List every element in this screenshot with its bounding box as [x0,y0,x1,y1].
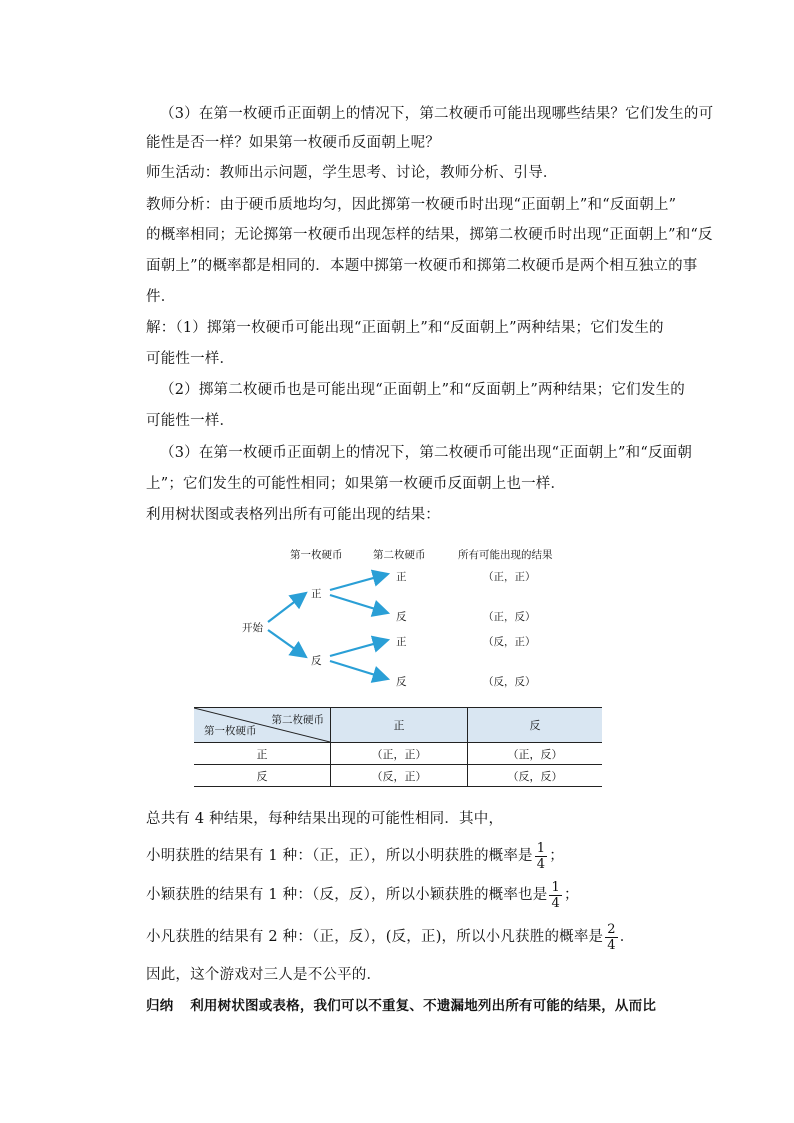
paragraph-solution-2-cont: 可能性一样． [146,413,235,429]
induction-label: 归纳 [146,998,174,1014]
fraction-numerator: 1 [536,840,546,856]
paragraph-activity: 师生活动：教师出示问题，学生思考、讨论，教师分析、引导． [146,165,558,181]
table-cell: （正，反） [468,743,603,765]
table-corner-bottom: 第一枚硬币 [204,725,257,737]
tree-arrows [230,540,570,700]
tree-result-1: （正，正） [483,571,536,583]
paragraph-solution-1: 解：（1）掷第一枚硬币可能出现“正面朝上”和“反面朝上”两种结果；它们发生的 [146,320,664,336]
summary-xiaoming [146,838,564,874]
summary-xiaoying [146,877,579,913]
fraction-xiaoying [549,880,561,911]
fraction-numerator: 2 [607,921,616,937]
tree-header-first: 第一枚硬币 [290,549,343,561]
tree-result-4: （反，反） [483,676,536,688]
fraction-xiaoming [535,841,547,872]
tree-node-second-4: 反 [396,676,407,688]
fraction-numerator: 1 [551,879,560,895]
table-cell: （反，正） [331,765,468,787]
paragraph-question-3-cont: 能性是否一样？如果第一枚硬币反面朝上呢？ [146,135,440,151]
fraction-denominator: 4 [551,895,560,911]
summary-xiaoming-end: ； [549,848,564,864]
arrow-start-tails [268,630,306,657]
tree-node-first-tails: 反 [311,655,322,667]
table-corner-top: 第二枚硬币 [271,714,324,726]
paragraph-analysis-line4: 件． [146,289,176,305]
tree-header-second: 第二枚硬币 [373,549,426,561]
paragraph-analysis: 教师分析：由于硬币质地均匀，因此掷第一枚硬币时出现“正面朝上”和“反面朝上” [146,197,677,213]
paragraph-analysis-line2: 的概率相同；无论掷第一枚硬币出现怎样的结果，掷第二枚硬币时出现“正面朝上”和“反 [146,227,713,243]
table-corner-cell [194,708,331,743]
paragraph-question-3: （3）在第一枚硬币正面朝上的情况下，第二枚硬币可能出现哪些结果？它们发生的可 [160,106,714,122]
arrow-heads-tails [330,595,388,613]
tree-result-3: （反，正） [483,636,536,648]
summary-xiaoying-end: ； [563,887,579,903]
tree-header-results: 所有可能出现的结果 [458,549,553,561]
summary-xiaoying-text: 小颖获胜的结果有 1 种：（反，反），所以小颖获胜的概率也是 [146,887,548,903]
table-header-row [194,708,602,743]
tree-node-second-1: 正 [396,571,407,583]
table-cell: （反，反） [468,765,603,787]
table-row [194,743,602,765]
arrow-tails-heads [330,640,388,656]
tree-node-second-2: 反 [396,611,407,623]
arrow-start-heads [268,593,306,622]
outcome-table [194,707,602,787]
table-row [194,765,602,787]
tree-node-first-heads: 正 [311,588,322,600]
paragraph-tree-intro: 利用树状图或表格列出所有可能出现的结果： [146,507,440,523]
fraction-xiaofan [605,922,617,953]
table-cell: （正，正） [331,743,468,765]
summary-xiaofan-end: ． [619,929,635,945]
table-col-tails: 反 [468,708,603,743]
fraction-denominator: 4 [536,856,546,872]
table-col-heads: 正 [331,708,468,743]
summary-xiaofan [146,919,634,955]
table-row-label: 反 [194,765,331,787]
summary-xiaofan-text: 小凡获胜的结果有 2 种：（正，反），(反，正)，所以小凡获胜的概率是 [146,929,604,945]
paragraph-solution-3-cont: 上”；它们发生的可能性相同；如果第一枚硬币反面朝上也一样． [146,476,566,492]
paragraph-solution-3: （3）在第一枚硬币正面朝上的情况下，第二枚硬币可能出现“正面朝上”和“反面朝 [160,445,693,461]
summary-induction [146,996,656,1016]
summary-conclusion: 因此，这个游戏对三人是不公平的． [146,967,382,983]
summary-xiaoming-text: 小明获胜的结果有 1 种：（正，正），所以小明获胜的概率是 [146,848,533,864]
tree-node-second-3: 正 [396,636,407,648]
induction-text: 利用树状图或表格，我们可以不重复、不遗漏地列出所有可能的结果，从而比 [190,998,657,1014]
table-row-label: 正 [194,743,331,765]
arrow-tails-tails [330,661,388,679]
paragraph-solution-2: （2）掷第二枚硬币也是可能出现“正面朝上”和“反面朝上”两种结果；它们发生的 [160,382,685,398]
tree-diagram [230,540,570,700]
tree-result-2: （正，反） [483,611,536,623]
fraction-denominator: 4 [607,937,616,953]
arrow-heads-heads [330,574,388,590]
summary-total: 总共有 4 种结果，每种结果出现的可能性相同．其中， [146,811,504,827]
paragraph-solution-1-cont: 可能性一样． [146,351,235,367]
paragraph-analysis-line3: 面朝上”的概率都是相同的．本题中掷第一枚硬币和掷第二枚硬币是两个相互独立的事 [146,258,698,274]
tree-node-start: 开始 [242,622,263,634]
